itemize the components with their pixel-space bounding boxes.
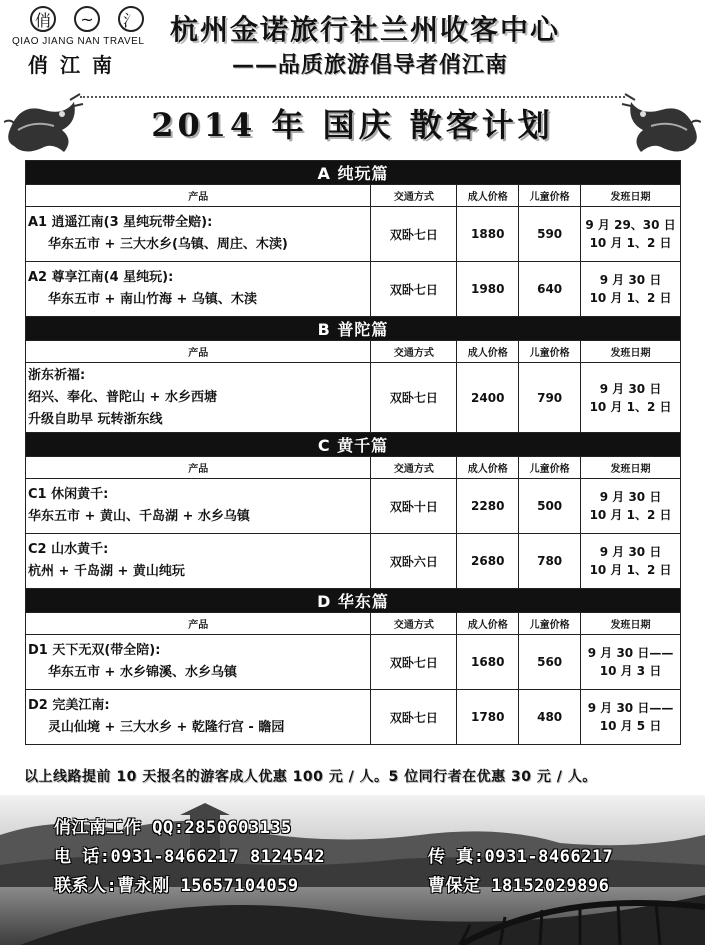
departure-date-1: 9 月 30 日 — [599, 490, 662, 504]
departure-date-2: 10 月 1、2 日 — [589, 399, 672, 414]
adult-price-cell: 1880 — [457, 207, 519, 262]
column-header: 成人价格 — [457, 457, 519, 479]
departure-date-cell — [581, 690, 681, 745]
logo-chinese: 俏江南 — [28, 53, 124, 77]
column-header: 交通方式 — [371, 341, 457, 363]
transport-cell: 双卧十日 — [371, 479, 457, 534]
product-cell — [26, 262, 371, 317]
column-header: 儿童价格 — [519, 457, 581, 479]
child-price-cell: 480 — [519, 690, 581, 745]
child-price-cell: 780 — [519, 534, 581, 589]
section-header — [26, 317, 681, 341]
child-price-cell: 590 — [519, 207, 581, 262]
table-row — [26, 635, 681, 690]
column-header: 成人价格 — [457, 613, 519, 635]
column-header: 儿童价格 — [519, 613, 581, 635]
adult-price-cell: 1680 — [457, 635, 519, 690]
column-header: 成人价格 — [457, 341, 519, 363]
product-cell — [26, 479, 371, 534]
section-title: A 纯玩篇 — [26, 161, 681, 185]
page-title: 2014 年 国庆 散客计划 — [151, 106, 554, 144]
column-header: 交通方式 — [371, 185, 457, 207]
title-divider — [80, 96, 625, 98]
product-title: A2 尊享江南(4 星纯玩): — [28, 270, 174, 285]
product-route: 华东五市 + 黄山、千岛湖 + 水乡乌镇 — [28, 509, 250, 524]
adult-price-cell: 1980 — [457, 262, 519, 317]
departure-date-2: 10 月 1、2 日 — [589, 563, 672, 577]
section-title: D 华东篇 — [26, 589, 681, 613]
product-route: 华东五市 + 南山竹海 + 乌镇、木渎 — [48, 292, 257, 307]
column-header: 产品 — [26, 185, 371, 207]
product-title: A1 逍遥江南(3 星纯玩带全赔): — [28, 215, 213, 230]
column-header-row — [26, 613, 681, 635]
departure-date-1: 9 月 30 日 — [599, 273, 662, 287]
product-cell — [26, 363, 371, 433]
departure-date-2: 10 月 3 日 — [599, 664, 662, 678]
product-title: 浙东祈福: — [28, 367, 86, 383]
child-price-cell: 790 — [519, 363, 581, 433]
departure-date-cell — [581, 534, 681, 589]
column-header: 发班日期 — [581, 341, 681, 363]
column-header: 产品 — [26, 457, 371, 479]
departure-date-cell — [581, 363, 681, 433]
product-title: C1 休闲黄千: — [28, 487, 109, 502]
column-header: 交通方式 — [371, 613, 457, 635]
departure-date-cell — [581, 635, 681, 690]
transport-cell: 双卧七日 — [371, 363, 457, 433]
product-title: D2 完美江南: — [28, 698, 110, 713]
product-route: 绍兴、奉化、普陀山 + 水乡西塘 — [28, 389, 217, 405]
section-header — [26, 589, 681, 613]
column-header: 交通方式 — [371, 457, 457, 479]
column-header: 发班日期 — [581, 613, 681, 635]
transport-cell: 双卧七日 — [371, 207, 457, 262]
transport-cell: 双卧七日 — [371, 635, 457, 690]
section-header — [26, 433, 681, 457]
departure-date-1: 9 月 30 日 — [599, 545, 662, 559]
column-header-row — [26, 185, 681, 207]
column-header: 儿童价格 — [519, 185, 581, 207]
departure-date-cell — [581, 479, 681, 534]
child-price-cell: 500 — [519, 479, 581, 534]
header — [0, 0, 705, 88]
product-cell — [26, 534, 371, 589]
product-route: 灵山仙境 + 三大水乡 + 乾隆行宫 - 瞻园 — [48, 720, 285, 735]
product-route: 杭州 + 千岛湖 + 黄山纯玩 — [28, 564, 185, 579]
product-cell — [26, 207, 371, 262]
table-row — [26, 207, 681, 262]
plan-table — [25, 160, 681, 745]
product-title: C2 山水黄千: — [28, 542, 109, 557]
column-header-row — [26, 341, 681, 363]
adult-price-cell: 1780 — [457, 690, 519, 745]
column-header: 儿童价格 — [519, 341, 581, 363]
departure-date-1: 9 月 30 日 — [599, 381, 662, 396]
table-row — [26, 363, 681, 433]
product-route: 华东五市 + 水乡锦溪、水乡乌镇 — [48, 665, 237, 680]
table-row — [26, 534, 681, 589]
departure-date-2: 10 月 5 日 — [599, 719, 662, 733]
transport-cell: 双卧六日 — [371, 534, 457, 589]
child-price-cell: 640 — [519, 262, 581, 317]
column-header: 成人价格 — [457, 185, 519, 207]
departure-date-cell — [581, 207, 681, 262]
product-route: 华东五市 + 三大水乡(乌镇、周庄、木渎) — [48, 237, 288, 252]
departure-date-1: 9 月 30 日—— — [587, 701, 674, 715]
contact-person-1: 联系人:曹永刚 15657104059 — [54, 876, 299, 896]
child-price-cell: 560 — [519, 635, 581, 690]
adult-price-cell: 2280 — [457, 479, 519, 534]
section-title: B 普陀篇 — [26, 317, 681, 341]
agency-name: 杭州金诺旅行社兰州收客中心 — [170, 13, 561, 46]
product-note: 升级自助早 玩转浙东线 — [28, 411, 163, 427]
contact-fax: 传 真:0931-8466217 — [428, 847, 614, 867]
departure-date-2: 10 月 1、2 日 — [589, 508, 672, 522]
section-title: C 黄千篇 — [26, 433, 681, 457]
departure-date-2: 10 月 1、2 日 — [589, 236, 672, 250]
product-title: D1 天下无双(带全陪): — [28, 643, 161, 658]
departure-date-cell — [581, 262, 681, 317]
table-row — [26, 479, 681, 534]
table-row — [26, 262, 681, 317]
product-cell — [26, 690, 371, 745]
adult-price-cell: 2680 — [457, 534, 519, 589]
footer-photo — [0, 795, 705, 945]
contact-person-2: 曹保定 18152029896 — [428, 876, 610, 896]
adult-price-cell: 2400 — [457, 363, 519, 433]
departure-date-1: 9 月 30 日—— — [587, 646, 674, 660]
product-cell — [26, 635, 371, 690]
contact-qq: 俏江南工作 QQ:2850603135 — [54, 818, 292, 838]
contact-phone: 电 话:0931-8466217 8124542 — [54, 847, 326, 867]
departure-date-1: 9 月 29、30 日 — [585, 218, 676, 232]
section-header — [26, 161, 681, 185]
column-header-row — [26, 457, 681, 479]
logo-mark-icon: 俏 ~ ⺡ — [8, 6, 168, 32]
column-header: 产品 — [26, 613, 371, 635]
logo — [8, 6, 168, 84]
logo-english: QIAO JIANG NAN TRAVEL — [12, 36, 145, 47]
column-header: 发班日期 — [581, 457, 681, 479]
column-header: 产品 — [26, 341, 371, 363]
transport-cell: 双卧七日 — [371, 690, 457, 745]
slogan: ——品质旅游倡导者俏江南 — [232, 53, 509, 78]
table-row — [26, 690, 681, 745]
column-header: 发班日期 — [581, 185, 681, 207]
discount-notice: 以上线路提前 10 天报名的游客成人优惠 100 元 / 人。5 位同行者在优惠 30 元 / 人。 — [24, 769, 597, 785]
departure-date-2: 10 月 1、2 日 — [589, 291, 672, 305]
transport-cell: 双卧七日 — [371, 262, 457, 317]
